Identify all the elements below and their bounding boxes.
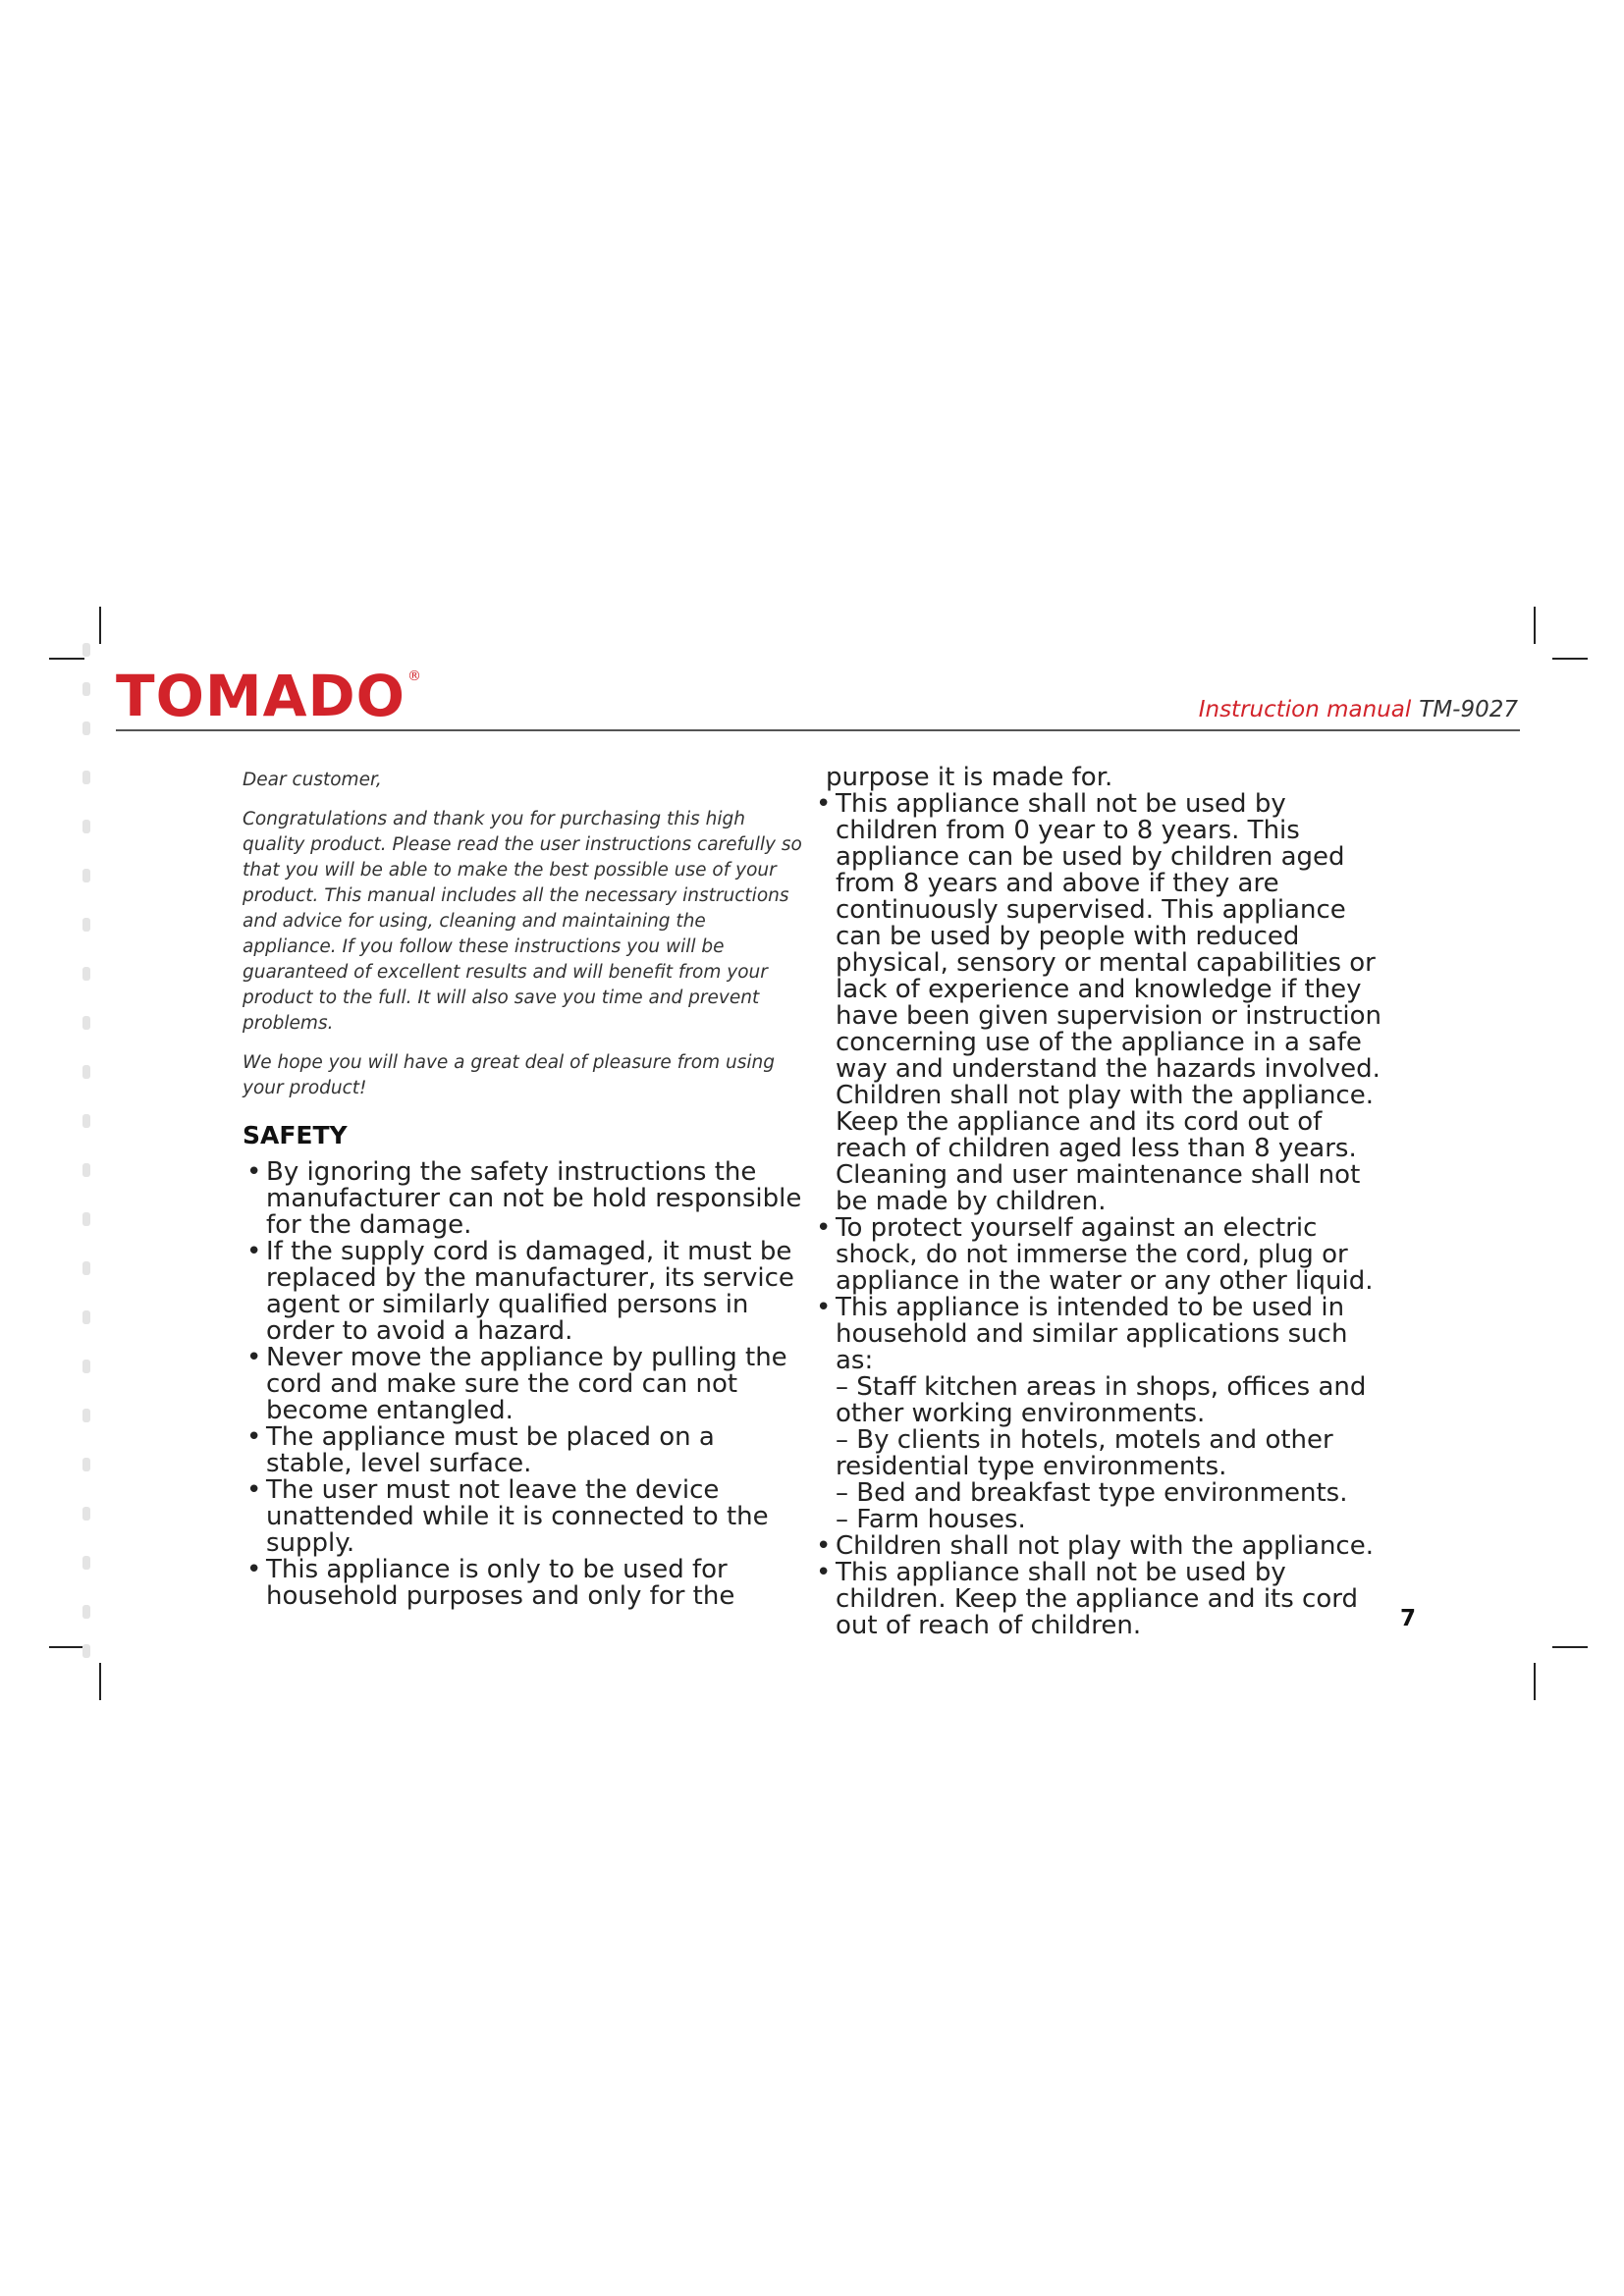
crop-mark [1552, 658, 1588, 660]
safety-list-continued [812, 791, 1386, 1639]
list-item: • Children shall not play with the appliance. [816, 1531, 1374, 1561]
crop-mark [1534, 1663, 1536, 1700]
brand-logo [116, 663, 422, 729]
greeting: Dear customer, [243, 770, 382, 790]
sub-item: – Bed and breakfast type environments. [836, 1478, 1348, 1508]
list-item: • Never move the appliance by pulling the cord and make sure the cord can not become entangled. [246, 1343, 787, 1425]
manual-header [1199, 697, 1518, 722]
crop-mark [1552, 1646, 1588, 1648]
manual-label: Instruction manual [1198, 697, 1412, 722]
crop-mark [99, 1663, 101, 1700]
safety-list [243, 1159, 802, 1610]
brand-name: TOMADO [116, 663, 406, 729]
side-strip-decoration [82, 643, 94, 1654]
page-number: 7 [1400, 1606, 1417, 1631]
left-column [243, 768, 802, 1610]
crop-mark [1534, 607, 1536, 644]
closing-paragraph: We hope you will have a great deal of pleasure from using your product! [243, 1052, 775, 1098]
list-item: • The appliance must be placed on a stable, level surface. [246, 1422, 715, 1478]
crop-mark [49, 1646, 84, 1648]
list-item: • To protect yourself against an electric shock, do not immerse the cord, plug or appliance in the water or any other liquid. [816, 1213, 1374, 1296]
model-number: TM-9027 [1419, 697, 1518, 722]
list-item: • This appliance shall not be used by children. Keep the appliance and its cord out of reach of children. [816, 1558, 1358, 1640]
section-title: SAFETY [243, 1121, 348, 1149]
header-divider [116, 729, 1520, 731]
crop-mark [99, 607, 101, 644]
list-item: • This appliance is intended to be used in household and similar applications such as: – Staff kitchen areas in shops, offices and other working environments. – By clients in hotels, motels and other residential type environments. – Bed and breakfast type environments. – Farm houses. [812, 1295, 1386, 1533]
list-item: • By ignoring the safety instructions the manufacturer can not be hold responsible for the damage. [246, 1157, 802, 1240]
sub-item: – Staff kitchen areas in shops, offices and other working environments. [836, 1372, 1367, 1428]
sub-item: – Farm houses. [836, 1505, 1026, 1534]
list-item: • If the supply cord is damaged, it must be replaced by the manufacturer, its service agent or similarly qualified persons in order to avoid a hazard. [246, 1237, 794, 1346]
registered-mark: ® [406, 668, 422, 684]
crop-mark [49, 658, 84, 660]
list-item: • The user must not leave the device unattended while it is connected to the supply. [246, 1475, 769, 1558]
list-item: • This appliance is only to be used for household purposes and only for the [246, 1555, 735, 1611]
list-continuation: purpose it is made for. [826, 763, 1113, 792]
right-column [812, 765, 1386, 1639]
list-item: • This appliance shall not be used by children from 0 year to 8 years. This appliance can be used by children aged from 8 years and above if they are continuously supervised. This appliance can be used by people with reduced physical, sensory or mental capabilities or lack of experience and knowledge if they have been given supervision or instruction concerning use of the appliance in a safe way and understand the hazards involved. Children shall not play with the appliance. Keep the appliance and its cord out of reach of children aged less than 8 years. Cleaning and user maintenance shall not be made by children. [816, 789, 1381, 1216]
sub-item: – By clients in hotels, motels and other residential type environments. [836, 1425, 1333, 1481]
intro-paragraph: Congratulations and thank you for purchasing this high quality product. Please read the user instructions carefully so that you will be able to make the best possible use of your product. This manual includes all the necessary instructions and advice for using, cleaning and maintaining the appliance. If you follow these instructions you will be guaranteed of excellent results and will benefit from your product to the full. It will also save you time and prevent problems. [243, 809, 802, 1034]
